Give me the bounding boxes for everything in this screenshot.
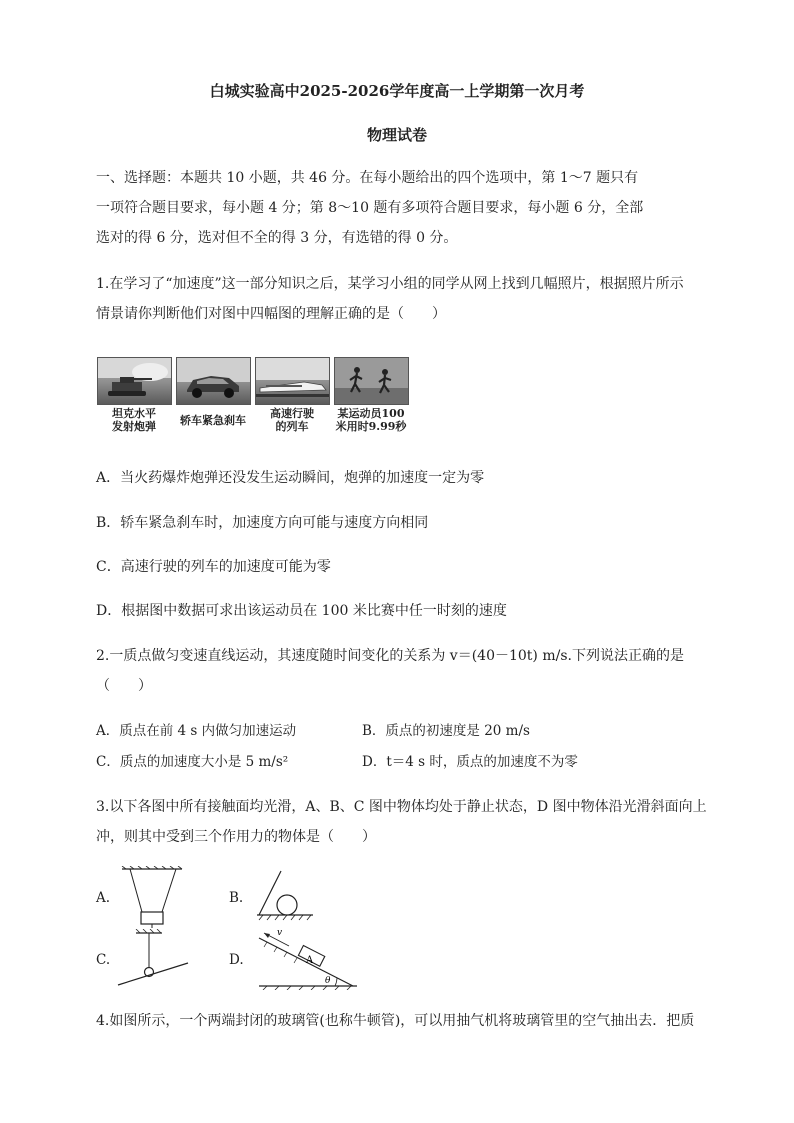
sprinter-caption	[331, 407, 411, 433]
q3-stem-line-2: 冲，则其中受到三个作用力的物体是（ ）	[96, 829, 376, 845]
figure-d-block-on-incline	[255, 926, 360, 990]
sprinter-photo	[334, 357, 409, 405]
q2-option-d[interactable]: D．t＝4 s 时，质点的加速度不为零	[362, 754, 578, 770]
car-braking-photo	[176, 357, 251, 405]
q2-option-a[interactable]: A．质点在前 4 s 内做匀加速运动	[96, 723, 297, 739]
q2-stem-line-2: （ ）	[96, 678, 152, 694]
exam-title: 白城实验高中2025-2026学年度高一上学期第一次月考	[209, 82, 585, 100]
q2-option-b[interactable]: B．质点的初速度是 20 m/s	[362, 723, 530, 739]
train-caption	[252, 407, 332, 433]
caption-line: 的列车	[275, 420, 309, 433]
q3-stem-line-1: 3.以下各图中所有接触面均光滑，A、B、C 图中物体均处于静止状态，D 图中物体沿光滑斜面向上	[96, 799, 707, 815]
figure-d-velocity-label: v	[277, 928, 283, 938]
q3-label-c[interactable]: C.	[96, 952, 111, 968]
section-intro-line-3: 选对的得 6 分，选对但不全的得 3 分，有选错的得 0 分。	[96, 230, 458, 246]
tank-firing-photo	[97, 357, 172, 405]
section-intro-line-2: 一项符合题目要求，每小题 4 分；第 8～10 题有多项符合题目要求，每小题 6 分，全部	[96, 200, 644, 216]
exam-subtitle: 物理试卷	[366, 126, 427, 144]
q1-option-a[interactable]: A．当火药爆炸炮弹还没发生运动瞬间，炮弹的加速度一定为零	[96, 470, 485, 486]
high-speed-train-photo	[255, 357, 330, 405]
caption-line: 轿车紧急刹车	[180, 414, 246, 427]
car-caption	[173, 414, 253, 427]
caption-line: 某运动员100	[337, 407, 405, 420]
tank-caption	[94, 407, 174, 433]
figure-a-hanging-block	[118, 866, 188, 928]
q1-stem-line-2: 情景请你判断他们对图中四幅图的理解正确的是（ ）	[96, 306, 446, 322]
q2-stem-line-1: 2.一质点做匀变速直线运动，其速度随时间变化的关系为 v＝(40－10t) m/s.下列说法正确的是	[96, 648, 684, 664]
figure-d-block-label: A	[306, 955, 314, 966]
q1-option-c[interactable]: C．高速行驶的列车的加速度可能为零	[96, 559, 331, 575]
q1-option-b[interactable]: B．轿车紧急刹车时，加速度方向可能与速度方向相同	[96, 515, 429, 531]
caption-line: 米用时9.99秒	[335, 420, 407, 433]
q1-option-d[interactable]: D．根据图中数据可求出该运动员在 100 米比赛中任一时刻的速度	[96, 603, 507, 619]
caption-line: 坦克水平	[112, 407, 156, 420]
q3-label-a[interactable]: A.	[96, 890, 111, 906]
figure-b-ball-in-corner	[255, 869, 317, 921]
figure-d-angle-label: θ	[325, 976, 331, 986]
q1-stem-line-1: 1.在学习了“加速度”这一部分知识之后，某学习小组的同学从网上找到几幅照片，根据照片所示	[96, 276, 684, 292]
q2-option-c[interactable]: C．质点的加速度大小是 5 m/s²	[96, 754, 289, 770]
caption-line: 发射炮弹	[112, 420, 156, 433]
figure-c-ball-on-incline	[112, 929, 192, 987]
caption-line: 高速行驶	[270, 407, 314, 420]
q4-stem-line-1: 4.如图所示，一个两端封闭的玻璃管(也称牛顿管)，可以用抽气机将玻璃管里的空气抽出去．把质	[96, 1013, 695, 1029]
q3-label-b[interactable]: B.	[229, 890, 244, 906]
section-intro-line-1: 一、选择题：本题共 10 小题，共 46 分。在每小题给出的四个选项中，第 1～7 题只有	[96, 170, 639, 186]
q3-label-d[interactable]: D.	[229, 952, 244, 968]
